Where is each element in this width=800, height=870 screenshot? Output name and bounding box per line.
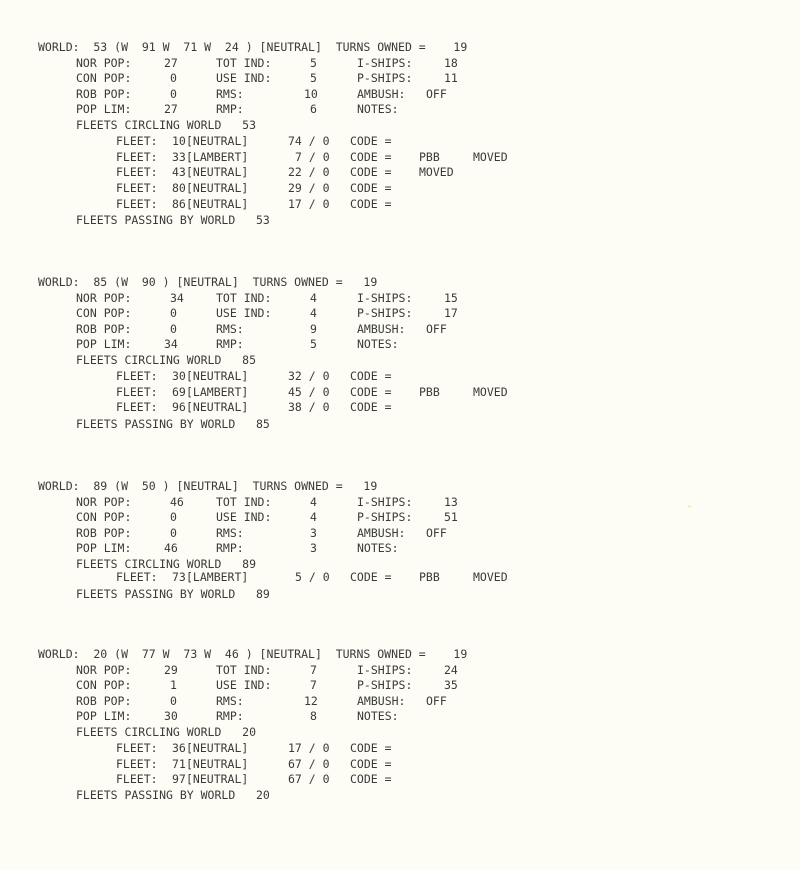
- fleet-row: [116, 197, 616, 211]
- use-ind-value: 7: [310, 678, 317, 692]
- tot-ind-label: TOT IND:: [216, 495, 272, 509]
- fleet-label: FLEET:: [116, 197, 158, 211]
- fleet-id: 96: [172, 400, 186, 414]
- stats-row-2: [76, 678, 676, 692]
- ambush-value: OFF: [426, 694, 447, 708]
- nor-pop-label: NOR POP:: [76, 495, 132, 509]
- use-ind-value: 4: [310, 306, 317, 320]
- paper-speck: [688, 505, 691, 508]
- fleet-id: 71: [172, 757, 186, 771]
- fleet-row: [116, 181, 616, 195]
- fleet-label: FLEET:: [116, 772, 158, 786]
- fleet-owner: [LAMBERT]: [186, 570, 249, 584]
- pop-lim-label: POP LIM:: [76, 709, 132, 723]
- fleet-ships: 17 / 0: [288, 741, 330, 755]
- fleet-label: FLEET:: [116, 369, 158, 383]
- fleet-owner: [LAMBERT]: [186, 150, 249, 164]
- rmp-value: 5: [310, 337, 317, 351]
- tot-ind-label: TOT IND:: [216, 291, 272, 305]
- fleets-passing-heading: FLEETS PASSING BY WORLD 85: [76, 417, 270, 431]
- fleet-code-label: CODE =: [350, 757, 392, 771]
- tot-ind-value: 4: [310, 291, 317, 305]
- rob-pop-value: 0: [170, 322, 177, 336]
- fleet-code-label: CODE =: [350, 197, 392, 211]
- i-ships-label: I-SHIPS:: [357, 495, 413, 509]
- world-header: WORLD: 89 (W 50 ) [NEUTRAL] TURNS OWNED = 19: [38, 479, 378, 493]
- rms-label: RMS:: [216, 526, 244, 540]
- fleet-code-label: CODE =: [350, 369, 392, 383]
- stats-row-1: [76, 495, 676, 509]
- fleet-label: FLEET:: [116, 385, 158, 399]
- con-pop-label: CON POP:: [76, 678, 132, 692]
- p-ships-label: P-SHIPS:: [357, 510, 413, 524]
- fleet-id: 36: [172, 741, 186, 755]
- notes-label: NOTES:: [357, 337, 399, 351]
- fleet-code-label: CODE =: [350, 181, 392, 195]
- fleet-ships: 5 / 0: [295, 570, 330, 584]
- pop-lim-label: POP LIM:: [76, 102, 132, 116]
- fleet-label: FLEET:: [116, 741, 158, 755]
- stats-row-2: [76, 306, 676, 320]
- fleet-code: PBB: [419, 385, 440, 399]
- fleet-code: PBB: [419, 150, 440, 164]
- fleet-code-label: CODE =: [350, 150, 392, 164]
- stats-row-3: [76, 694, 676, 708]
- tot-ind-value: 4: [310, 495, 317, 509]
- fleet-id: 69: [172, 385, 186, 399]
- i-ships-value: 18: [444, 56, 458, 70]
- fleet-owner: [NEUTRAL]: [186, 369, 249, 383]
- nor-pop-label: NOR POP:: [76, 291, 132, 305]
- notes-label: NOTES:: [357, 709, 399, 723]
- fleet-status: MOVED: [473, 570, 508, 584]
- fleet-owner: [NEUTRAL]: [186, 165, 249, 179]
- pop-lim-value: 30: [164, 709, 178, 723]
- stats-row-4: [76, 541, 676, 555]
- rms-label: RMS:: [216, 322, 244, 336]
- fleet-ships: 38 / 0: [288, 400, 330, 414]
- fleet-id: 30: [172, 369, 186, 383]
- fleet-row: [116, 757, 616, 771]
- fleets-circling-heading: FLEETS CIRCLING WORLD 53: [76, 118, 257, 132]
- stats-row-2: [76, 510, 676, 524]
- i-ships-label: I-SHIPS:: [357, 291, 413, 305]
- fleet-owner: [NEUTRAL]: [186, 197, 249, 211]
- ambush-label: AMBUSH:: [357, 322, 406, 336]
- nor-pop-value: 46: [170, 495, 184, 509]
- fleet-id: 97: [172, 772, 186, 786]
- pop-lim-value: 27: [164, 102, 178, 116]
- stats-row-4: [76, 337, 676, 351]
- fleet-id: 80: [172, 181, 186, 195]
- use-ind-label: USE IND:: [216, 678, 272, 692]
- stats-row-1: [76, 291, 676, 305]
- fleets-passing-heading: FLEETS PASSING BY WORLD 53: [76, 213, 270, 227]
- fleet-row: [116, 400, 616, 414]
- fleet-ships: 45 / 0: [288, 385, 330, 399]
- rmp-label: RMP:: [216, 102, 244, 116]
- fleet-code-label: CODE =: [350, 772, 392, 786]
- rmp-label: RMP:: [216, 337, 244, 351]
- p-ships-value: 17: [444, 306, 458, 320]
- fleet-id: 86: [172, 197, 186, 211]
- fleet-row: [116, 570, 616, 584]
- fleet-row: [116, 369, 616, 383]
- fleet-code-label: CODE =: [350, 400, 392, 414]
- fleet-label: FLEET:: [116, 181, 158, 195]
- rms-value: 12: [304, 694, 318, 708]
- ambush-value: OFF: [426, 87, 447, 101]
- nor-pop-value: 34: [170, 291, 184, 305]
- nor-pop-value: 27: [164, 56, 178, 70]
- fleet-status: MOVED: [473, 150, 508, 164]
- fleet-row: [116, 385, 616, 399]
- fleet-code: PBB: [419, 570, 440, 584]
- p-ships-label: P-SHIPS:: [357, 71, 413, 85]
- ambush-label: AMBUSH:: [357, 526, 406, 540]
- rmp-label: RMP:: [216, 709, 244, 723]
- fleet-row: [116, 741, 616, 755]
- stats-row-1: [76, 663, 676, 677]
- rms-value: 9: [310, 322, 317, 336]
- fleet-code-label: CODE =: [350, 570, 392, 584]
- use-ind-value: 5: [310, 71, 317, 85]
- rmp-value: 6: [310, 102, 317, 116]
- fleet-id: 73: [172, 570, 186, 584]
- fleet-id: 43: [172, 165, 186, 179]
- fleet-code-label: CODE =: [350, 385, 392, 399]
- fleet-code-label: CODE =: [350, 741, 392, 755]
- notes-label: NOTES:: [357, 541, 399, 555]
- i-ships-value: 13: [444, 495, 458, 509]
- rmp-value: 8: [310, 709, 317, 723]
- fleet-ships: 74 / 0: [288, 134, 330, 148]
- stats-row-3: [76, 526, 676, 540]
- fleets-circling-heading: FLEETS CIRCLING WORLD 89: [76, 557, 257, 571]
- stats-row-3: [76, 322, 676, 336]
- p-ships-label: P-SHIPS:: [357, 306, 413, 320]
- world-header: WORLD: 85 (W 90 ) [NEUTRAL] TURNS OWNED = 19: [38, 275, 378, 289]
- fleet-status: MOVED: [473, 385, 508, 399]
- nor-pop-value: 29: [164, 663, 178, 677]
- fleet-ships: 17 / 0: [288, 197, 330, 211]
- fleet-owner: [NEUTRAL]: [186, 757, 249, 771]
- use-ind-value: 4: [310, 510, 317, 524]
- tot-ind-value: 5: [310, 56, 317, 70]
- rmp-value: 3: [310, 541, 317, 555]
- fleet-code-label: CODE =: [350, 165, 392, 179]
- con-pop-label: CON POP:: [76, 510, 132, 524]
- world-header: WORLD: 53 (W 91 W 71 W 24 ) [NEUTRAL] TURNS OWNED = 19: [38, 40, 468, 54]
- con-pop-label: CON POP:: [76, 306, 132, 320]
- tot-ind-value: 7: [310, 663, 317, 677]
- fleet-ships: 22 / 0: [288, 165, 330, 179]
- p-ships-value: 11: [444, 71, 458, 85]
- fleet-ships: 67 / 0: [288, 757, 330, 771]
- use-ind-label: USE IND:: [216, 510, 272, 524]
- ambush-value: OFF: [426, 322, 447, 336]
- p-ships-label: P-SHIPS:: [357, 678, 413, 692]
- nor-pop-label: NOR POP:: [76, 56, 132, 70]
- fleet-owner: [NEUTRAL]: [186, 741, 249, 755]
- use-ind-label: USE IND:: [216, 306, 272, 320]
- con-pop-value: 1: [170, 678, 177, 692]
- world-header: WORLD: 20 (W 77 W 73 W 46 ) [NEUTRAL] TURNS OWNED = 19: [38, 647, 468, 661]
- fleets-circling-heading: FLEETS CIRCLING WORLD 20: [76, 725, 257, 739]
- fleet-label: FLEET:: [116, 400, 158, 414]
- i-ships-value: 15: [444, 291, 458, 305]
- rob-pop-label: ROB POP:: [76, 322, 132, 336]
- fleets-circling-heading: FLEETS CIRCLING WORLD 85: [76, 353, 257, 367]
- con-pop-value: 0: [170, 71, 177, 85]
- con-pop-value: 0: [170, 510, 177, 524]
- ambush-label: AMBUSH:: [357, 694, 406, 708]
- fleet-label: FLEET:: [116, 757, 158, 771]
- pop-lim-label: POP LIM:: [76, 337, 132, 351]
- i-ships-label: I-SHIPS:: [357, 56, 413, 70]
- fleet-id: 33: [172, 150, 186, 164]
- tot-ind-label: TOT IND:: [216, 663, 272, 677]
- con-pop-label: CON POP:: [76, 71, 132, 85]
- rms-label: RMS:: [216, 87, 244, 101]
- fleet-label: FLEET:: [116, 570, 158, 584]
- i-ships-value: 24: [444, 663, 458, 677]
- rob-pop-value: 0: [170, 87, 177, 101]
- fleet-owner: [NEUTRAL]: [186, 772, 249, 786]
- stats-row-4: [76, 709, 676, 723]
- rms-value: 3: [310, 526, 317, 540]
- fleet-row: [116, 134, 616, 148]
- fleet-owner: [NEUTRAL]: [186, 400, 249, 414]
- rms-value: 10: [304, 87, 318, 101]
- rob-pop-label: ROB POP:: [76, 526, 132, 540]
- pop-lim-value: 34: [164, 337, 178, 351]
- fleet-row: [116, 165, 616, 179]
- fleet-row: [116, 150, 616, 164]
- fleet-ships: 67 / 0: [288, 772, 330, 786]
- p-ships-value: 51: [444, 510, 458, 524]
- rob-pop-value: 0: [170, 694, 177, 708]
- rob-pop-label: ROB POP:: [76, 694, 132, 708]
- fleet-label: FLEET:: [116, 134, 158, 148]
- pop-lim-value: 46: [164, 541, 178, 555]
- notes-label: NOTES:: [357, 102, 399, 116]
- tot-ind-label: TOT IND:: [216, 56, 272, 70]
- fleets-passing-heading: FLEETS PASSING BY WORLD 20: [76, 788, 270, 802]
- stats-row-2: [76, 71, 676, 85]
- fleet-ships: 32 / 0: [288, 369, 330, 383]
- fleet-label: FLEET:: [116, 150, 158, 164]
- fleet-ships: 7 / 0: [295, 150, 330, 164]
- fleet-owner: [NEUTRAL]: [186, 181, 249, 195]
- stats-row-4: [76, 102, 676, 116]
- fleet-ships: 29 / 0: [288, 181, 330, 195]
- p-ships-value: 35: [444, 678, 458, 692]
- rms-label: RMS:: [216, 694, 244, 708]
- rmp-label: RMP:: [216, 541, 244, 555]
- fleet-owner: [LAMBERT]: [186, 385, 249, 399]
- fleet-owner: [NEUTRAL]: [186, 134, 249, 148]
- fleets-passing-heading: FLEETS PASSING BY WORLD 89: [76, 587, 270, 601]
- fleet-id: 10: [172, 134, 186, 148]
- fleet-label: FLEET:: [116, 165, 158, 179]
- rob-pop-value: 0: [170, 526, 177, 540]
- use-ind-label: USE IND:: [216, 71, 272, 85]
- nor-pop-label: NOR POP:: [76, 663, 132, 677]
- pop-lim-label: POP LIM:: [76, 541, 132, 555]
- stats-row-3: [76, 87, 676, 101]
- ambush-label: AMBUSH:: [357, 87, 406, 101]
- fleet-code-label: CODE =: [350, 134, 392, 148]
- i-ships-label: I-SHIPS:: [357, 663, 413, 677]
- fleet-row: [116, 772, 616, 786]
- rob-pop-label: ROB POP:: [76, 87, 132, 101]
- stats-row-1: [76, 56, 676, 70]
- ambush-value: OFF: [426, 526, 447, 540]
- con-pop-value: 0: [170, 306, 177, 320]
- fleet-code: MOVED: [419, 165, 454, 179]
